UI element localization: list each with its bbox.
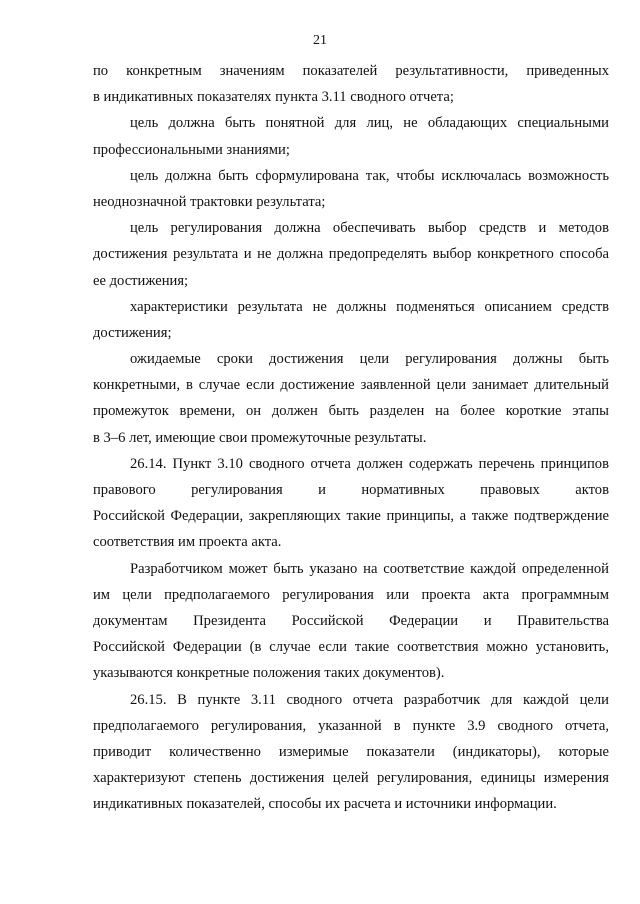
text-line: Российской Федерации, закрепляющих такие принципы, а также подтверждение — [93, 508, 609, 525]
text-line: достижения результата и не должна предопределять выбор конкретного способа — [93, 246, 609, 263]
text-line: цель должна быть сформулирована так, чтобы исключалась возможность — [130, 167, 609, 184]
text-line: указываются конкретные положения таких документов). — [93, 665, 445, 682]
text-line: Российской Федерации (в случае если такие соответствия можно установить, — [93, 639, 609, 656]
text-line: ее достижения; — [93, 272, 189, 289]
text-line: соответствия им проекта акта. — [93, 534, 282, 551]
text-line: приводит количественно измеримые показатели (индикаторы), которые — [93, 743, 609, 760]
text-line: промежуток времени, он должен быть разделен на более короткие этапы — [93, 403, 609, 420]
text-line: по конкретным значениям показателей результативности, приведенных — [93, 63, 609, 79]
text-line: характеризуют степень достижения целей регулирования, единицы измерения — [93, 770, 609, 787]
text-line: профессиональными знаниями; — [93, 141, 290, 158]
text-line: 26.15. В пункте 3.11 сводного отчета разработчик для каждой цели — [130, 691, 609, 708]
text-line: конкретными, в случае если достижение заявленной цели занимает длительный — [93, 377, 609, 394]
text-line: предполагаемого регулирования, указанной в пункте 3.9 сводного отчета, — [93, 717, 609, 734]
text-line: им цели предполагаемого регулирования или проекта акта программным — [93, 586, 609, 603]
text-line: достижения; — [93, 324, 172, 341]
text-line: характеристики результата не должны подменяться описанием средств — [130, 298, 609, 315]
text-line: цель должна быть понятной для лиц, не обладающих специальными — [130, 115, 609, 132]
text-line: ожидаемые сроки достижения цели регулирования должны быть — [130, 351, 609, 368]
text-line: неоднозначной трактовки результата; — [93, 193, 326, 210]
text-line: правового регулирования и нормативных правовых актов — [93, 482, 609, 498]
text-line: в индикативных показателях пункта 3.11 сводного отчета; — [93, 89, 454, 106]
text-line: 26.14. Пункт 3.10 сводного отчета должен содержать перечень принципов — [130, 455, 609, 472]
text-line: индикативных показателей, способы их расчета и источники информации. — [93, 796, 557, 813]
text-line: Разработчиком может быть указано на соответствие каждой определенной — [130, 560, 609, 577]
text-line: цель регулирования должна обеспечивать выбор средств и методов — [130, 220, 609, 237]
text-line: в 3–6 лет, имеющие свои промежуточные результаты. — [93, 429, 427, 446]
document-body — [93, 58, 609, 817]
text-line: документам Президента Российской Федерации и Правительства — [93, 612, 609, 629]
page-number: 21 — [313, 33, 327, 48]
